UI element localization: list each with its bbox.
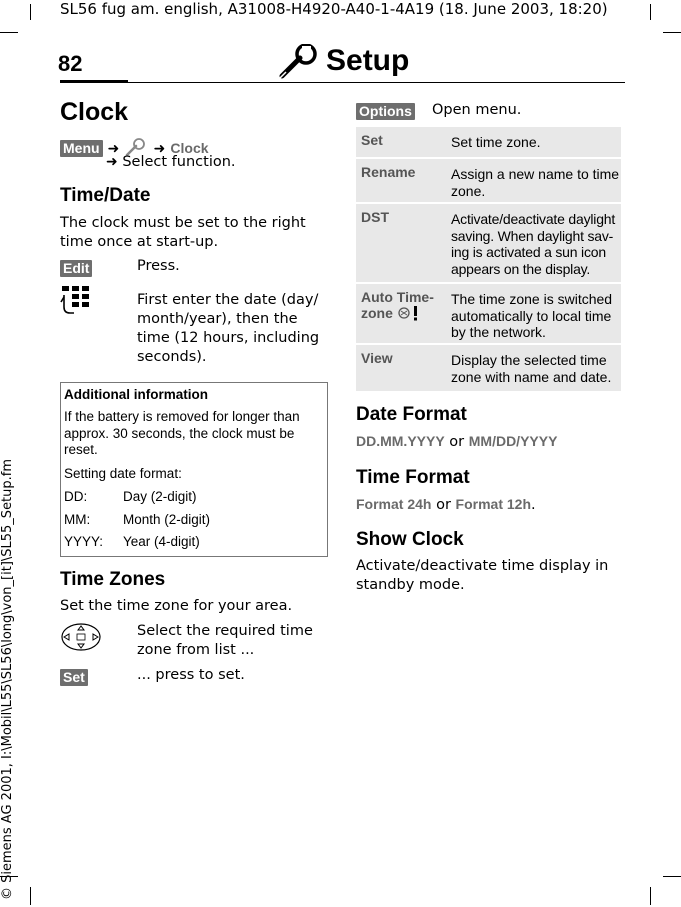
keypad-icon bbox=[60, 285, 92, 321]
format-code: MM: bbox=[64, 512, 91, 527]
page-number: 82 bbox=[58, 51, 83, 76]
info-box bbox=[60, 382, 328, 557]
options-key[interactable]: Options bbox=[356, 101, 415, 120]
crop-mark bbox=[30, 887, 31, 905]
show-clock-text: Activate/deactivate time display in standby mode. bbox=[356, 558, 609, 593]
arrow-icon: ➜ bbox=[107, 141, 120, 157]
time-format-option: Format 24h bbox=[356, 496, 432, 512]
format-meaning: Day (2-digit) bbox=[123, 489, 197, 504]
time-format-heading: Time Format bbox=[356, 467, 470, 488]
or-text: or bbox=[444, 434, 469, 450]
time-zones-intro: Set the time zone for your area. bbox=[60, 598, 293, 614]
crop-mark bbox=[650, 887, 651, 905]
keypad-text: First enter the date (day/ month/year), then the time (12 hours, including seconds). bbox=[137, 292, 320, 365]
info-box-text: If the battery is removed for longer than approx. 30 seconds, the clock must be reset. bbox=[64, 409, 300, 457]
arrow-icon: ➜ bbox=[106, 154, 118, 170]
table-row bbox=[356, 345, 621, 391]
option-description: Activate/deactivate daylight saving. When daylight sav-ing is activated a sun icon appears on the display. bbox=[451, 211, 616, 277]
crop-mark bbox=[650, 4, 651, 20]
header-rule bbox=[128, 82, 625, 83]
edit-text: Press. bbox=[137, 258, 180, 274]
date-format-option: DD.MM.YYYY bbox=[356, 433, 445, 449]
page-number-rule bbox=[60, 80, 128, 83]
arrow-icon: ➜ bbox=[153, 141, 166, 157]
option-name: Rename bbox=[361, 164, 416, 180]
option-description: Set time zone. bbox=[451, 134, 541, 150]
option-name-text: Auto Time-zone bbox=[361, 289, 434, 321]
format-code: YYYY: bbox=[64, 534, 104, 549]
time-format-options bbox=[356, 495, 536, 515]
clock-menu-label: Clock bbox=[170, 140, 209, 156]
edit-key[interactable]: Edit bbox=[60, 258, 92, 277]
period-text: . bbox=[531, 497, 536, 513]
show-clock-heading: Show Clock bbox=[356, 529, 464, 550]
date-format-option: MM/DD/YYYY bbox=[468, 433, 558, 449]
time-format-option: Format 12h bbox=[455, 496, 531, 512]
side-text: © Siemens AG 2001, I:\Mobil\L55\SL56\long\von_[it]\SL55_Setup.fm bbox=[0, 458, 15, 900]
crop-mark bbox=[0, 32, 18, 33]
option-description: Assign a new name to time zone. bbox=[451, 166, 620, 199]
menu-key[interactable]: Menu bbox=[60, 140, 103, 157]
select-function-text: Select function. bbox=[122, 154, 236, 170]
table-row bbox=[356, 159, 621, 202]
options-text: Open menu. bbox=[432, 102, 522, 118]
nav-key-icon bbox=[60, 622, 102, 656]
or-text: or bbox=[431, 497, 456, 513]
info-box-title: Additional information bbox=[64, 387, 208, 402]
option-description: The time zone is switched automatically to local time by the network. bbox=[451, 291, 613, 340]
format-meaning: Year (4-digit) bbox=[123, 534, 200, 549]
time-date-heading: Time/Date bbox=[60, 185, 151, 206]
time-zones-heading: Time Zones bbox=[60, 569, 166, 590]
date-format-heading: Date Format bbox=[356, 404, 467, 425]
date-format-options bbox=[356, 432, 557, 452]
option-name: Set bbox=[361, 132, 383, 148]
table-row bbox=[356, 204, 621, 282]
options-table bbox=[356, 127, 621, 391]
option-description: Display the selected time zone with name and date. bbox=[451, 352, 612, 385]
option-name: DST bbox=[361, 209, 389, 225]
time-date-intro: The clock must be set to the right time once at start-up. bbox=[60, 215, 306, 250]
section-title: Clock bbox=[60, 98, 129, 126]
option-name: View bbox=[361, 350, 393, 366]
select-function bbox=[106, 153, 236, 172]
setup-icon bbox=[278, 44, 322, 84]
info-format-label: Setting date format: bbox=[64, 466, 182, 481]
crop-mark bbox=[30, 4, 31, 20]
option-name bbox=[361, 289, 441, 321]
table-row bbox=[356, 127, 621, 157]
set-key[interactable]: Set bbox=[60, 667, 88, 686]
format-meaning: Month (2-digit) bbox=[123, 512, 211, 527]
crop-mark bbox=[663, 876, 681, 877]
running-title: SL56 fug am. english, A31008-H4920-A40-1-4A19 (18. June 2003, 18:20) bbox=[60, 0, 608, 18]
table-row bbox=[356, 284, 621, 343]
format-code: DD: bbox=[64, 489, 88, 504]
crop-mark bbox=[663, 32, 681, 33]
nav-text: Select the required time zone from list ... bbox=[137, 623, 313, 658]
chapter-title: Setup bbox=[326, 44, 410, 77]
set-text: ... press to set. bbox=[137, 667, 245, 683]
network-dependent-icon bbox=[397, 305, 421, 321]
